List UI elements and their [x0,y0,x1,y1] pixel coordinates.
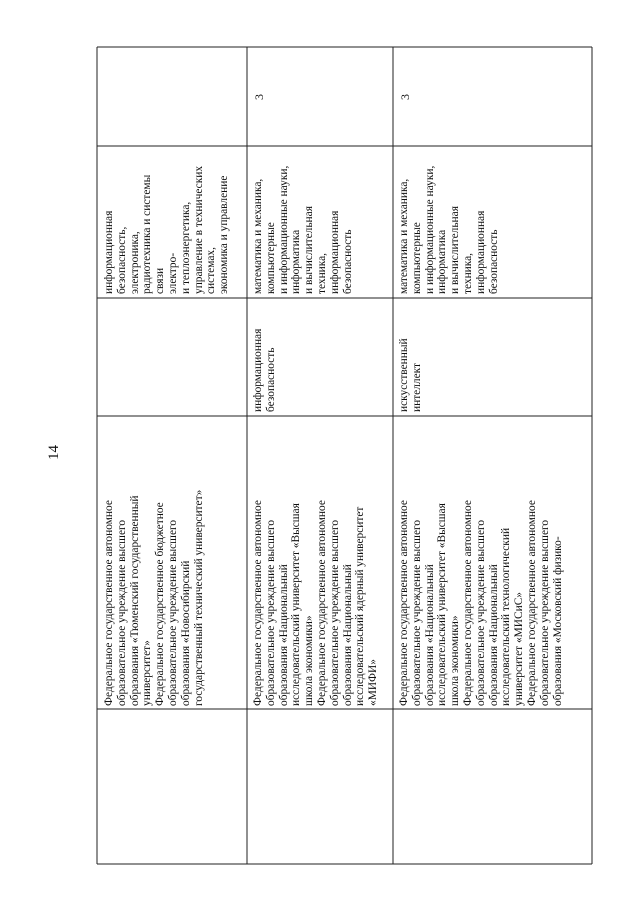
text-line: Федеральное государственное бюджетное [154,502,167,706]
text-line: образовательное учреждение высшего [474,519,487,706]
text-line: образования «Национальный [423,564,436,706]
text-line: образовательное учреждение высшего [410,519,423,706]
text-line: безопасность [264,347,277,412]
row-3-fields [398,146,500,294]
text-line: исследовательский университет «Высшая [290,503,303,706]
text-line: исследовательский ядерный университет [354,506,367,706]
text-line: образования «Национальный [341,564,354,706]
text-line: радиотехника и системы [141,174,154,294]
text-line: Федеральное государственное автономное [525,500,538,706]
text-line: образовательное учреждение высшего [115,519,128,706]
text-line: интеллект [410,362,423,412]
text-line: информационная [328,210,341,294]
row-2-count: 3 [252,94,266,100]
text-line: образования «Новосибирский [179,560,192,706]
text-line: информатика [436,229,449,294]
text-line: электроника, [128,231,141,294]
text-line: университет» [141,640,154,706]
row-2-fields [252,146,354,294]
text-line: системах, [205,247,218,294]
page-number: 14 [46,445,62,460]
text-line: информационная [252,328,264,412]
text-line: Федеральное государственное автономное [252,500,264,706]
text-line: искусственный [398,338,410,412]
text-line: школа экономики» [303,615,316,706]
text-line: безопасность [487,229,500,294]
row-2-organizations [252,416,380,706]
text-line: Федеральное государственное автономное [461,500,474,706]
row-3-area [398,298,424,412]
text-line: образования «Национальный [487,564,500,706]
text-line: Федеральное государственное автономное [103,500,115,706]
text-line: связи [154,267,167,294]
text-line: исследовательский технологический [500,527,513,706]
row-1-fields [103,146,231,294]
row-1-organizations [103,416,205,706]
text-line: и информационные науки, [423,165,436,294]
text-line: Федеральное государственное автономное [315,500,328,706]
text-line: информационная [103,210,115,294]
text-line: управление в технических [192,165,205,294]
text-line: образовательное учреждение высшего [264,519,277,706]
text-line: государственный технический университет» [192,489,205,706]
text-line: и теплоэнергетика, [179,201,192,294]
text-line: университет «МИСиС» [513,592,526,706]
text-line: компьютерные [264,222,277,294]
row-3-count: 3 [398,94,412,100]
text-line: образовательное учреждение высшего [166,519,179,706]
text-line: исследовательский университет «Высшая [436,503,449,706]
text-line: математика и механика, [252,178,264,294]
text-line: образования «Национальный [277,564,290,706]
text-line: «МИФИ» [367,659,380,706]
text-line: экономика и управление [218,175,231,294]
text-line: безопасность, [115,226,128,294]
text-line: математика и механика, [398,178,410,294]
text-line: и информационные науки, [277,165,290,294]
row-2-area [252,298,278,412]
text-line: образовательное учреждение высшего [328,519,341,706]
text-line: образования «Московский физико- [551,536,564,706]
text-line: электро- [166,252,179,294]
text-line: Федеральное государственное автономное [398,500,410,706]
text-line: образования «Тюменский государственный [128,495,141,706]
text-line: безопасность [341,229,354,294]
text-line: компьютерные [410,222,423,294]
text-line: школа экономики» [449,615,462,706]
text-line: образовательное учреждение высшего [538,519,551,706]
row-3-organizations [398,416,564,706]
text-line: информационная [474,210,487,294]
text-line: информатика [290,229,303,294]
text-line: и вычислительная [303,206,316,294]
text-line: техника, [461,252,474,294]
text-line: и вычислительная [449,206,462,294]
text-line: техника, [315,252,328,294]
